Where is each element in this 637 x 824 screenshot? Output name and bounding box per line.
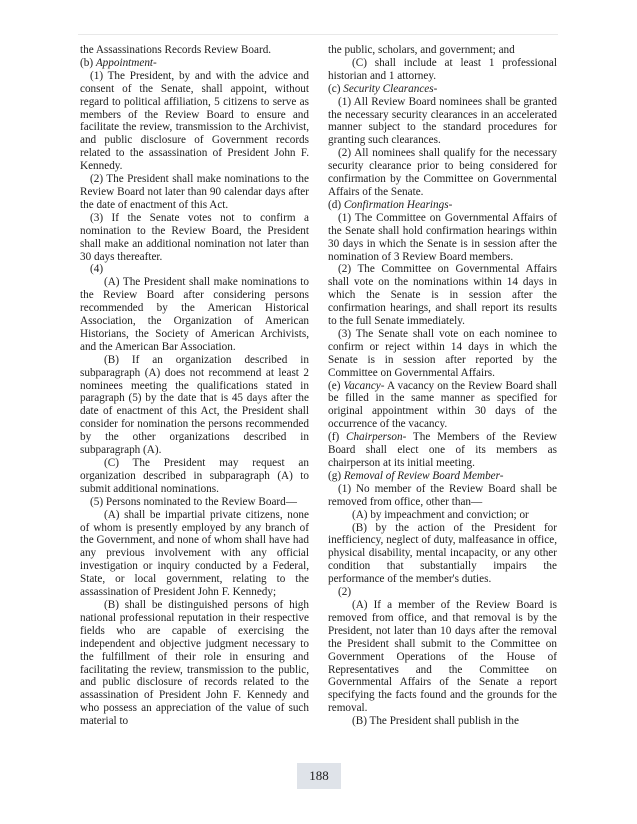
paragraph <box>80 70 309 173</box>
paragraph <box>80 212 309 264</box>
paragraph <box>80 276 309 353</box>
paragraph-text: (5) Persons nominated to the Review Board— <box>90 495 297 508</box>
section-heading: Removal of Review Board Member- <box>343 469 504 482</box>
paragraph <box>80 354 309 457</box>
paragraph-text: (C) shall include at least 1 professional historian and 1 attorney. <box>328 56 557 82</box>
section-label: (c) <box>328 82 344 95</box>
paragraph-text: the public, scholars, and government; and <box>328 44 515 56</box>
paragraph-text: (1) All Review Board nominees shall be granted the necessary security clearances in an accelerated manner subject to the standard procedures for granting such clearances. <box>328 95 557 147</box>
paragraph <box>328 147 557 199</box>
section-label: (d) <box>328 198 344 211</box>
paragraph <box>80 457 309 496</box>
paragraph-text: (C) The President may request an organization described in subparagraph (A) to submit additional nominations. <box>80 457 309 495</box>
paragraph-text: (2) All nominees shall qualify for the necessary security clearance prior to being considered for confirmation by the Committee on Governmental Affairs of the Senate. <box>328 147 557 198</box>
paragraph-text: The Members of the Review Board shall elect one of its members as chairperson at its initial meeting. <box>328 431 557 469</box>
paragraph <box>328 212 557 264</box>
paragraph-text: (A) shall be impartial private citizens, none of whom is presently employed by any branch of the Government, and none of whom shall have had any previous involvement with any official investigation or inquiry conducted by a Federal, State, or local government, relating to the assassination of President John F. Kennedy; <box>80 508 309 599</box>
paragraph <box>80 509 309 599</box>
paragraph-text: (4) <box>90 263 104 276</box>
paragraph-text: the Assassinations Records Review Board. <box>80 44 272 56</box>
paragraph-text: (B) shall be distinguished persons of high national professional reputation in their respective fields who are capable of exercising the independent and objective judgment necessary to the fulfillment of their role in ensuring and facilitating the review, transmission to the public, and public disclosure of records related to the assassination of President John F. Kennedy and who possess an appreciation of the value of such material to <box>80 598 309 728</box>
paragraph <box>328 96 557 148</box>
section-label: (e) <box>328 379 344 392</box>
paragraph-text: (A) by impeachment and conviction; or <box>352 508 529 521</box>
header-rule <box>78 34 558 35</box>
page-number <box>297 763 341 789</box>
paragraph-text: (3) If the Senate votes not to confirm a nomination to the Review Board, the President shall make an additional nomination not later than 30 days thereafter. <box>80 211 309 263</box>
paragraph <box>80 173 309 212</box>
paragraph <box>328 509 557 522</box>
section-heading: Chairperson- <box>346 431 407 444</box>
paragraph <box>328 522 557 587</box>
paragraph <box>328 57 557 83</box>
paragraph-text: (2) The President shall make nominations to the Review Board not later than 90 calendar days after the date of enactment of this Act. <box>80 173 309 211</box>
paragraph-text: A vacancy on the Review Board shall be filled in the same manner as specified for original appointment within 30 days of the occurrence of the vacancy. <box>328 379 557 431</box>
paragraph-text: (1) The Committee on Governmental Affairs of the Senate shall hold confirmation hearings within 30 days in which the Senate is in session after the nomination of 3 Review Board members. <box>328 211 557 263</box>
section-heading: Security Clearances- <box>343 82 438 95</box>
paragraph <box>328 483 557 509</box>
paragraph <box>80 263 309 276</box>
paragraph-text: (A) If a member of the Review Board is removed from office, and that removal is by the President, not later than 10 days after the removal the President shall submit to the Committee on Government Operations of the House of Representatives and the Committee on Governmental Affairs of the Senate a report specifying the facts found and the grounds for the removal. <box>328 598 557 715</box>
paragraph <box>328 83 557 96</box>
section-label: (g) <box>328 469 344 482</box>
paragraph <box>328 380 557 432</box>
section-heading: Vacancy- <box>343 379 385 392</box>
paragraph-text: (2) <box>338 586 352 599</box>
paragraph <box>328 199 557 212</box>
paragraph <box>80 44 309 57</box>
paragraph <box>328 599 557 715</box>
paragraph <box>80 57 309 70</box>
paragraph <box>328 44 557 57</box>
paragraph <box>328 263 557 328</box>
paragraph <box>328 470 557 483</box>
section-label: (b) <box>80 56 96 69</box>
paragraph-text: (B) If an organization described in subparagraph (A) does not recommend at least 2 nominees meeting the qualifications stated in paragraph (5) by the date that is 45 days after the date of enactment of this Act, the President shall consider for nomination the persons recommended by the other organizations described in subparagraph (A). <box>80 353 309 457</box>
paragraph <box>328 431 557 470</box>
page-number-text: 188 <box>309 768 329 783</box>
paragraph-text: (1) The President, by and with the advice and consent of the Senate, shall appoint, without regard to political affiliation, 5 citizens to serve as members of the Review Board to ensure and facilitate the review, transmission to the Archivist, and public disclosure of Government records related to the assassination of President John F. Kennedy. <box>80 69 309 173</box>
paragraph <box>80 599 309 728</box>
paragraph-text: (B) by the action of the President for inefficiency, neglect of duty, malfeasance in office, physical disability, mental incapacity, or any other condition that substantially impairs the performance of the member's duties. <box>328 521 557 586</box>
right-column <box>328 44 557 728</box>
paragraph <box>328 586 557 599</box>
paragraph-text: (3) The Senate shall vote on each nominee to confirm or reject within 14 days in which the Senate is in session after reported by the Committee on Governmental Affairs. <box>328 327 557 379</box>
paragraph-text: (B) The President shall publish in the <box>352 715 519 728</box>
section-heading: Confirmation Hearings- <box>343 198 453 211</box>
paragraph-text: (1) No member of the Review Board shall be removed from office, other than— <box>328 482 557 508</box>
paragraph-text: (2) The Committee on Governmental Affairs shall vote on the nominations within 14 days in which the Senate is in session after the confirmation hearings, and shall report its results to the full Senate immediately. <box>328 263 557 328</box>
paragraph <box>328 328 557 380</box>
section-heading: Appointment- <box>95 56 157 69</box>
left-column <box>80 44 309 728</box>
paragraph <box>328 715 557 728</box>
paragraph <box>80 496 309 509</box>
paragraph-text: (A) The President shall make nominations to the Review Board after considering persons recommended by the American Historical Association, the Organization of American Historians, the Society of American Archivists, and the American Bar Association. <box>80 276 309 353</box>
section-label: (f) <box>328 431 346 444</box>
